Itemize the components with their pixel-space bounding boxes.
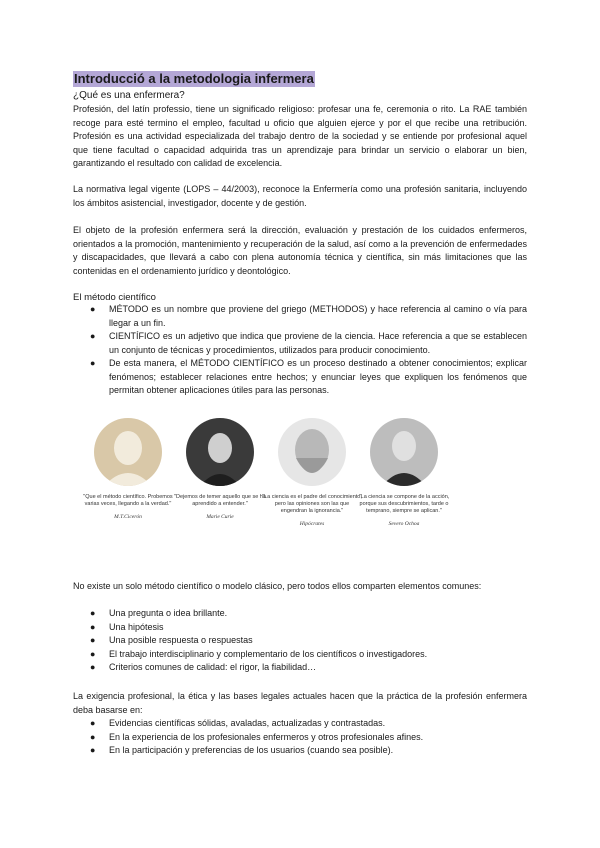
metodo-heading: El método científico xyxy=(73,292,156,303)
list-item: ● En la participación y preferencias de los usuarios (cuando sea posible). xyxy=(73,744,527,758)
bullet-icon: ● xyxy=(90,662,96,672)
list-item: ● Evidencias científicas sólidas, avaladas, actualizadas y contrastadas. xyxy=(73,717,527,731)
document-title: Introducció a la metodologia infermera xyxy=(74,71,314,86)
portrait-photo xyxy=(278,418,346,486)
portraits-figure xyxy=(78,418,522,558)
portrait-quote: "La ciencia es el padre del conocimiento, pero las opiniones son las que engendran la ignorancia." xyxy=(262,494,362,514)
portrait-quote: "La ciencia se compone de la acción, porque sus descubrimientos, tarde o temprano, siempre se aplican." xyxy=(358,494,450,514)
paragraph-profesion: Profesión, del latín professio, tiene un significado religioso: profesar una fe, ceremonia o rito. La RAE también recoge para esté termino el empleo, facultad u oficio que alguien ejerce y por el que recibe una retribución. Profesión es una actividad especializada del trabajo dentro de la sociedad y se entiende por profesional aquel que tiene facultad o capacidad adquirida tras un aprendizaje para brindar un servicio o elaborar un bien, garantizando el resultado con calidad de excelencia. xyxy=(73,104,527,168)
bullet-icon: ● xyxy=(90,731,96,742)
paragraph-objeto: El objeto de la profesión enfermera será la dirección, evaluación y prestación de los cuidados enfermeros, orientados a la promoción, mantenimiento y recuperación de la salud, así como a la prevención de enfermedades y discapacidades, que llevará a cabo con plena autonomía técnica y científica, sin más limitaciones que las contenidas en el ordenamiento jurídico y deontológico. xyxy=(73,225,527,276)
portrait-author: Marie Curie xyxy=(206,514,234,520)
list-item: ● El trabajo interdisciplinario y complementario de los científicos o investigadores. xyxy=(73,648,527,662)
paragraph-exigencia: La exigencia profesional, la ética y las bases legales actuales hacen que la práctica de la profesión enfermera deba basarse en: xyxy=(73,691,527,715)
bullet-icon: ● xyxy=(90,648,96,659)
portrait-card xyxy=(354,418,454,527)
portrait-card xyxy=(170,418,270,520)
list-item: ● Una posible respuesta o respuestas xyxy=(73,634,527,648)
bullet-icon: ● xyxy=(90,635,96,645)
metodo-bullet-list xyxy=(73,303,527,398)
portrait-author: M.T.Cicerón xyxy=(114,514,142,520)
list-item: ● Criterios comunes de calidad: el rigor, la fiabilidad… xyxy=(73,661,527,675)
portrait-photo xyxy=(186,418,254,486)
portrait-photo xyxy=(370,418,438,486)
bullet-icon: ● xyxy=(90,331,96,341)
portrait-photo xyxy=(94,418,162,486)
portrait-author: Hipócrates xyxy=(299,521,325,527)
bullet-icon: ● xyxy=(90,358,96,368)
portrait-quote: "Dejemos de temer aquello que se ha aprendido a entender." xyxy=(174,494,266,507)
portrait-card xyxy=(78,418,178,520)
portrait-card xyxy=(262,418,362,527)
paragraph-no-existe: No existe un solo método científico o modelo clásico, pero todos ellos comparten elementos comunes: xyxy=(73,581,482,591)
bullet-icon: ● xyxy=(90,718,96,728)
paragraph-normativa: La normativa legal vigente (LOPS – 44/2003), reconoce la Enfermería como una profesión sanitaria, incluyendo los ámbitos asistencial, investigador, docente y de gestión. xyxy=(73,184,527,208)
common-elements-list xyxy=(73,607,527,675)
list-item: ● Una hipótesis xyxy=(73,621,527,635)
list-item: ● En la experiencia de los profesionales enfermeros y otros profesionales afines. xyxy=(73,731,527,745)
section-question: ¿Qué es una enfermera? xyxy=(73,90,185,101)
bullet-icon: ● xyxy=(90,608,96,618)
bases-list xyxy=(73,717,527,758)
portrait-author: Severo Ochoa xyxy=(388,521,420,527)
bullet-icon: ● xyxy=(90,621,96,632)
list-item: ● MÉTODO es un nombre que proviene del griego (METHODOS) y hace referencia al camino o vía para llegar a un fin. xyxy=(90,304,527,328)
portrait-quote: "Que el método científico. Probemos varias veces, llegando a la verdad." xyxy=(83,494,173,507)
list-item: ● CIENTÍFICO es un adjetivo que indica que proviene de la ciencia. Hace referencia a que se establecen un conjunto de técnicas y procedimientos, utilizados para producir conocimiento. xyxy=(90,331,527,355)
bullet-icon: ● xyxy=(90,304,96,314)
bullet-icon: ● xyxy=(90,745,96,755)
list-item: ● Una pregunta o idea brillante. xyxy=(73,607,527,621)
list-item: ● De esta manera, el MÉTODO CIENTÍFICO es un proceso destinado a obtener conocimientos; explicar fenómenos; establecer relaciones entre hechos; y enunciar leyes que expliquen los fenómenos que permitan obtener aplicaciones útiles para las personas. xyxy=(90,358,527,395)
